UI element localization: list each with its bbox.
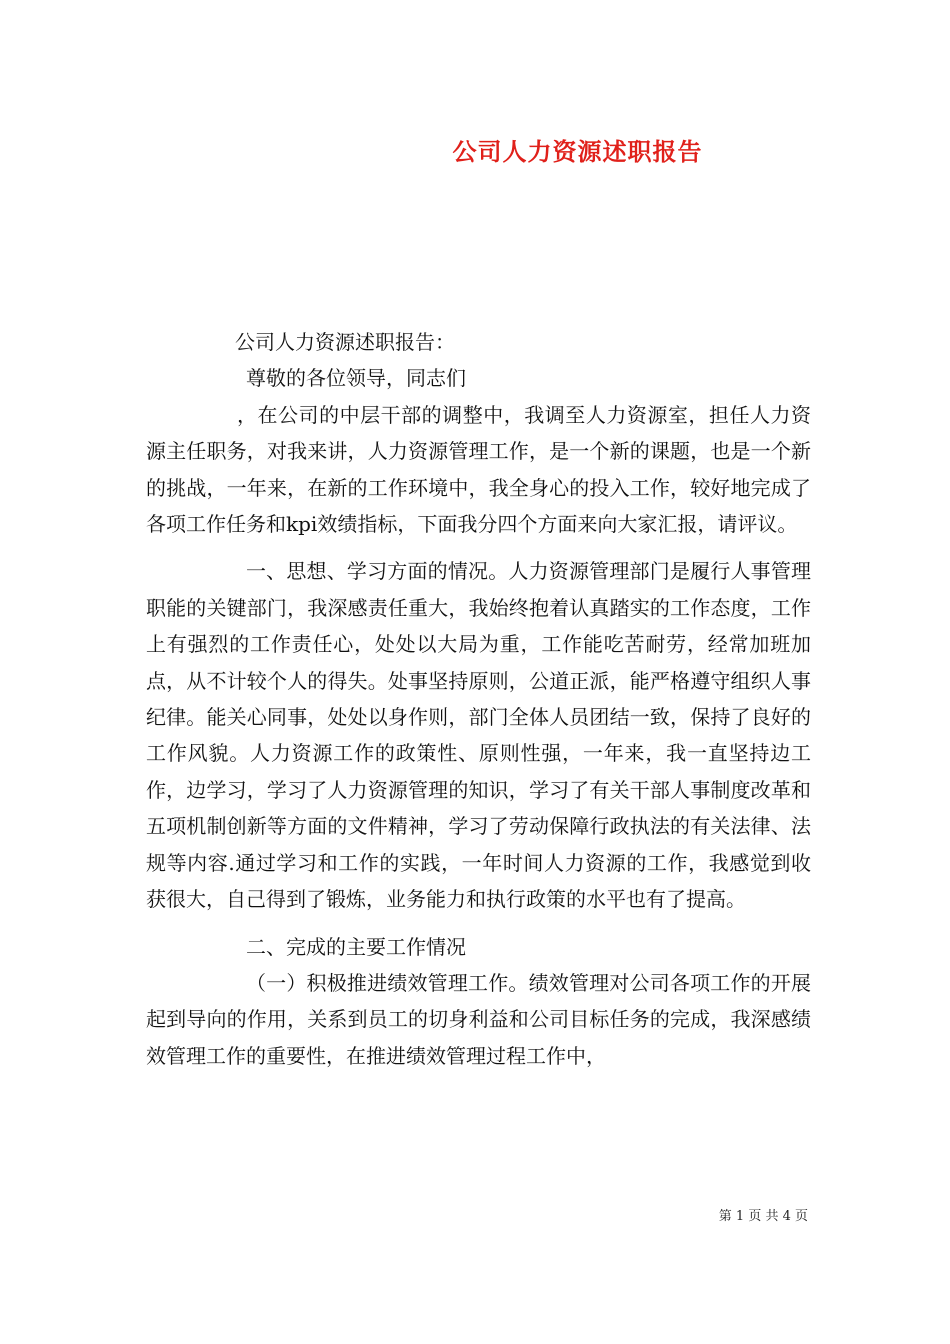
section-2-heading: 二、完成的主要工作情况 (246, 934, 466, 959)
section-2-item-1-paragraph: （一）积极推进绩效管理工作。绩效管理对公司各项工作的开展起到导向的作用，关系到员工的切身利益和公司目标任务的完成，我深感绩效管理工作的重要性，在推进绩效管理过程工作中， (146, 970, 811, 1068)
report-heading-line: 公司人力资源述职报告： (235, 330, 455, 354)
greeting-line: 尊敬的各位领导，同志们 (246, 366, 466, 391)
intro-paragraph: ，在公司的中层干部的调整中，我调至人力资源室，担任人力资源主任职务，对我来讲，人力资源管理工作，是一个新的课题，也是一个新的挑战，一年来，在新的工作环境中，我全身心的投入工作，较好地完成了各项工作任务和kpi效绩指标，下面我分四个方面来向大家汇报，请评议。 (146, 402, 811, 537)
document-body (146, 324, 811, 1074)
page-number-footer: 第 1 页 共 4 页 (718, 1209, 808, 1224)
document-title: 公司人力资源述职报告 (452, 137, 703, 166)
section-1-paragraph: 一、思想、学习方面的情况。人力资源管理部门是履行人事管理职能的关键部门，我深感责任重大，我始终抱着认真踏实的工作态度，工作上有强烈的工作责任心，处处以大局为重，工作能吃苦耐劳，经常加班加点，从不计较个人的得失。处事坚持原则，公道正派，能严格遵守组织人事纪律。能关心同事，处处以身作则，部门全体人员团结一致，保持了良好的工作风貌。人力资源工作的政策性、原则性强，一年来，我一直坚持边工作，边学习，学习了人力资源管理的知识，学习了有关干部人事制度改革和五项机制创新等方面的文件精神，学习了劳动保障行政执法的有关法律、法规等内容.通过学习和工作的实践，一年时间人力资源的工作，我感觉到收获很大，自己得到了锻炼，业务能力和执行政策的水平也有了提高。 (146, 559, 811, 912)
